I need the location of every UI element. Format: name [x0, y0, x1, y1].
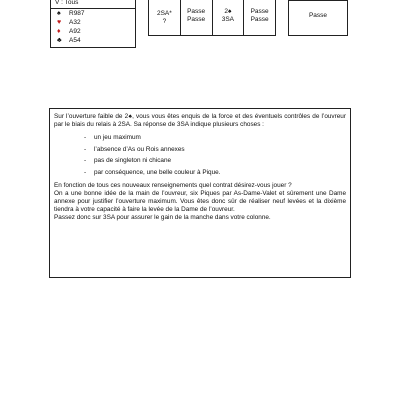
list-item-text: l’absence d’As ou Rois annexes: [94, 145, 185, 153]
vulnerability-label: V : Tous: [55, 0, 79, 6]
bid-cell: Passe: [187, 8, 206, 15]
explanation-question: En fonction de tous ces nouveaux renseignements quel contrat désirez-vous jouer ?: [54, 182, 292, 190]
list-item: [54, 134, 346, 142]
hand-cards: A54: [69, 37, 81, 45]
club-icon: ♣: [57, 37, 62, 45]
explanation-conclusion: Passez donc sur 3SA pour assurer le gain de la manche dans votre colonne.: [54, 214, 271, 222]
hand-rows: [57, 9, 85, 46]
hand-row-spades: [57, 9, 85, 18]
bid-cell: 2SA*: [156, 10, 172, 17]
explanation-intro: Sur l’ouverture faible de 2♠, vous vous êtes enquis de la force et des éventuels contrôles de l’ouvreur par le biais du relais à 2SA. Sa réponse de 3SA indique plusieurs choses :: [54, 113, 346, 129]
bidding-table: [148, 0, 276, 36]
bid-cell: Passe: [187, 16, 206, 23]
bid-cell: ?: [162, 18, 167, 25]
bid-cell: 2♠: [224, 8, 232, 15]
bid-cell: Passe: [250, 8, 269, 15]
answer-box: [288, 0, 348, 36]
list-item-text: par conséquence, une belle couleur à Pique.: [94, 168, 221, 176]
explanation-list: [54, 134, 346, 177]
bullet-dash: -: [84, 157, 87, 165]
hand-cards: R987: [69, 9, 85, 17]
list-item-text: un jeu maximum: [94, 134, 141, 142]
heart-icon: ♥: [57, 18, 62, 26]
bullet-dash: -: [84, 168, 87, 176]
bidding-column: [244, 0, 275, 35]
hand-cards: A92: [69, 27, 81, 35]
bidding-column: [213, 0, 245, 35]
list-item: [54, 169, 346, 177]
list-item: [54, 146, 346, 154]
bidding-column: [149, 0, 181, 35]
bullet-dash: -: [84, 145, 87, 153]
hand-row-hearts: [57, 18, 85, 27]
hand-row-clubs: [57, 37, 85, 46]
hand-row-diamonds: [57, 27, 85, 36]
list-item: [54, 157, 346, 165]
bullet-dash: -: [84, 134, 87, 142]
bid-cell: 3SA: [221, 16, 235, 23]
diamond-icon: ♦: [57, 27, 61, 35]
answer-text: Passe: [308, 12, 328, 19]
hand-box: [50, 0, 136, 48]
bid-cell: Passe: [250, 16, 269, 23]
spade-icon: ♠: [57, 9, 61, 17]
list-item-text: pas de singleton ni chicane: [94, 157, 172, 165]
explanation-box: [49, 108, 351, 278]
explanation-body: On a une bonne idée de la main de l’ouvreur, six Piques par As-Dame-Valet et sûrement une Dame annexe pour justifier l’ouverture maximum. Vous êtes donc sûr de réaliser neuf levées et la dixième tiendra à votre capacité à faire la levée de la Dame de l’ouvreur.: [54, 190, 346, 214]
bidding-column: [181, 0, 213, 35]
hand-cards: A32: [69, 18, 81, 26]
